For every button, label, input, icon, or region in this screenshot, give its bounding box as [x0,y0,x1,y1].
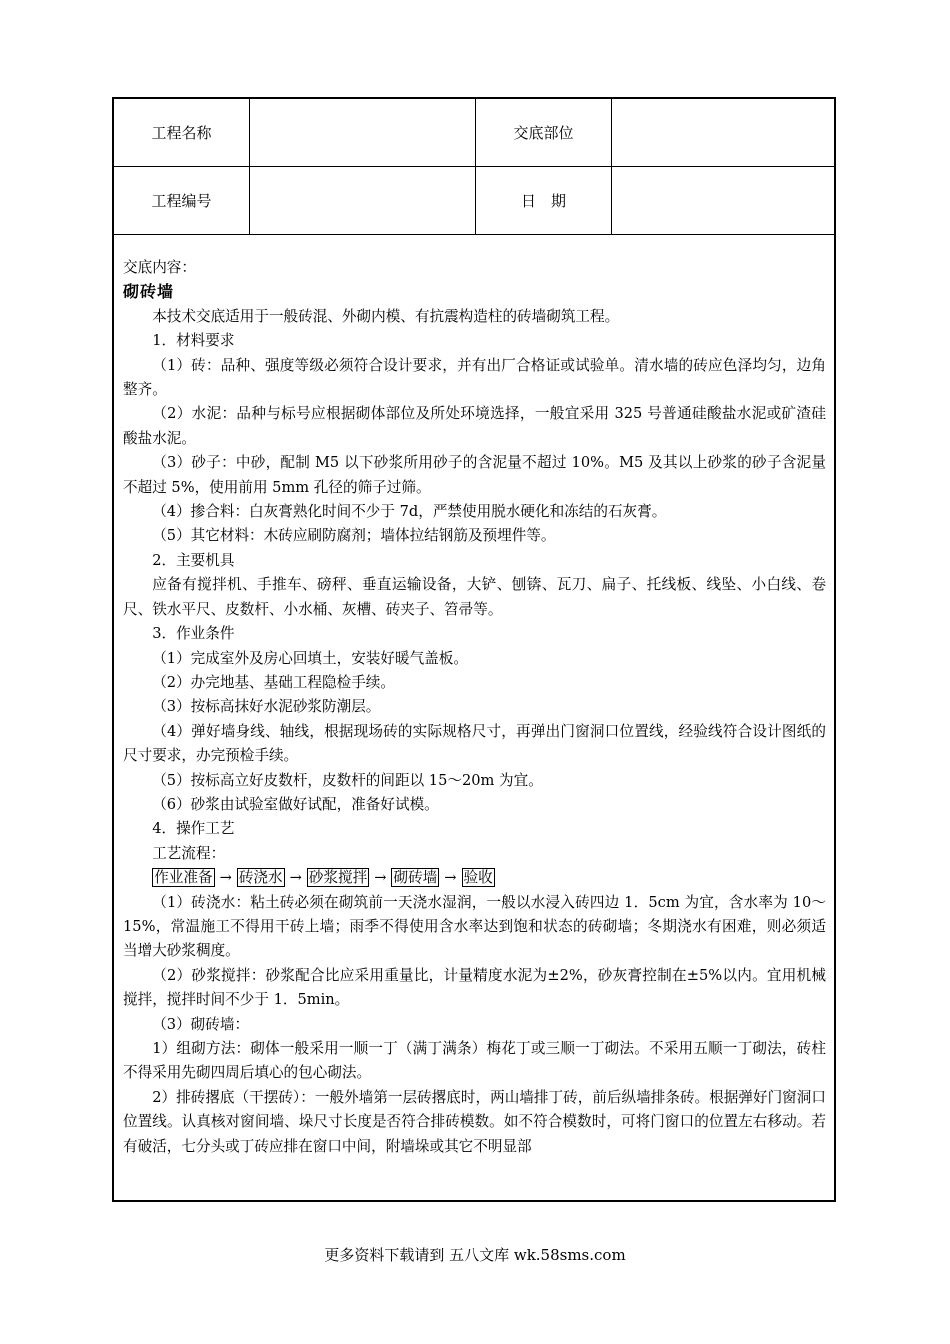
arrow-icon: → [219,869,232,887]
document-title: 砌砖墙 [123,282,175,302]
date-value [612,167,834,234]
footer-note: 更多资料下载请到 五八文库 wk.58sms.com [324,1246,626,1264]
project-name-label: 工程名称 [114,99,250,166]
paragraph: （4）弹好墙身线、轴线，根据现场砖的实际规格尺寸，再弹出门窗洞口位置线，经验线符合设计图纸的尺寸要求，办完预检手续。 [123,722,826,765]
paragraph: （2）砂浆搅拌：砂浆配合比应采用重量比，计量精度水泥为±2%，砂灰膏控制在±5%以内。宜用机械搅拌，搅拌时间不少于 1．5min。 [123,966,826,1009]
paragraph: （5）其它材料：木砖应刷防腐剂；墙体拉结钢筋及预埋件等。 [152,527,556,545]
paragraph: 应备有搅拌机、手推车、磅秤、垂直运输设备，大铲、刨锛、瓦刀、扁子、托线板、线坠、小白线、卷尺、铁水平尺、皮数杆、小水桶、灰槽、砖夹子、笤帚等。 [123,576,826,618]
paragraph: （3）按标高抹好水泥砂浆防潮层。 [152,698,381,716]
disclosure-content [114,236,834,1200]
arrow-icon: → [374,869,387,887]
paragraph: （2）水泥：品种与标号应根据砌体部位及所处环境选择，一般宜采用 325 号普通硅酸盐水泥或矿渣硅酸盐水泥。 [123,405,826,447]
paragraph: （3）砌砖墙： [152,1015,250,1033]
section-heading: 4．操作工艺 [152,820,235,838]
header-row-2 [114,167,834,235]
process-flow [123,866,826,890]
paragraph: 本技术交底适用于一般砖混、外砌内模、有抗震构造柱的砖墙砌筑工程。 [152,307,620,325]
content-label: 交底内容： [123,259,196,276]
paragraph: （1）砖：品种、强度等级必须符合设计要求，并有出厂合格证或试验单。清水墙的砖应色泽均匀，边角整齐。 [123,356,826,399]
flow-step: 作业准备 [154,869,213,887]
paragraph: （6）砂浆由试验室做好试配，准备好试模。 [152,795,439,813]
paragraph: （1）完成室外及房心回填土，安装好暖气盖板。 [152,649,468,667]
section-heading: 2．主要机具 [152,551,235,569]
arrow-icon: → [444,869,457,887]
paragraph: 工艺流程： [152,844,226,862]
header-row-1 [114,99,834,167]
section-heading: 1．材料要求 [152,332,235,350]
flow-step: 砌砖墙 [393,869,438,887]
paragraph: （3）砂子：中砂，配制 M5 以下砂浆所用砂子的含泥量不超过 10%。M5 及其以上砂浆的砂子含泥量不超过 5%，使用前用 5mm 孔径的筛子过筛。 [123,454,826,496]
project-number-label: 工程编号 [114,167,250,234]
disclosure-part-value [612,99,834,166]
flow-step: 验收 [463,869,493,887]
project-name-value [250,99,476,166]
date-label: 日 期 [476,167,612,234]
paragraph: 2）排砖撂底（干摆砖）：一般外墙第一层砖撂底时，两山墙排丁砖，前后纵墙排条砖。根据弹好门窗洞口位置线。认真核对窗间墙、垛尺寸长度是否符合排砖模数。如不符合模数时，可将门窗口的位置左右移动。若有破活，七分头或丁砖应排在窗口中间，附墙垛或其它不明显部 [123,1088,826,1155]
project-number-value [250,167,476,234]
paragraph: （4）掺合料：白灰膏熟化时间不少于 7d，严禁使用脱水硬化和冻结的石灰膏。 [152,503,667,521]
arrow-icon: → [289,869,302,887]
disclosure-form [112,97,836,1202]
paragraph: 1）组砌方法：砌体一般采用一顺一丁（满丁满条）梅花丁或三顺一丁砌法。不采用五顺一丁砌法，砖柱不得采用先砌四周后填心的包心砌法。 [123,1040,826,1082]
paragraph: （2）办完地基、基础工程隐检手续。 [152,673,395,691]
disclosure-part-label: 交底部位 [476,99,612,166]
section-heading: 3．作业条件 [152,625,235,643]
flow-step: 砖浇水 [238,869,283,887]
paragraph: （1）砖浇水：粘土砖必须在砌筑前一天浇水湿润，一般以水浸入砖四边 1．5cm 为宜，含水率为 10～15%，常温施工不得用干砖上墙；雨季不得使用含水率达到饱和状态的砖砌墙；冬期浇水有困难，则必须适当增大砂浆稠度。 [123,893,826,960]
paragraph: （5）按标高立好皮数杆，皮数杆的间距以 15～20m 为宜。 [152,771,543,789]
flow-step: 砂浆搅拌 [308,869,368,887]
